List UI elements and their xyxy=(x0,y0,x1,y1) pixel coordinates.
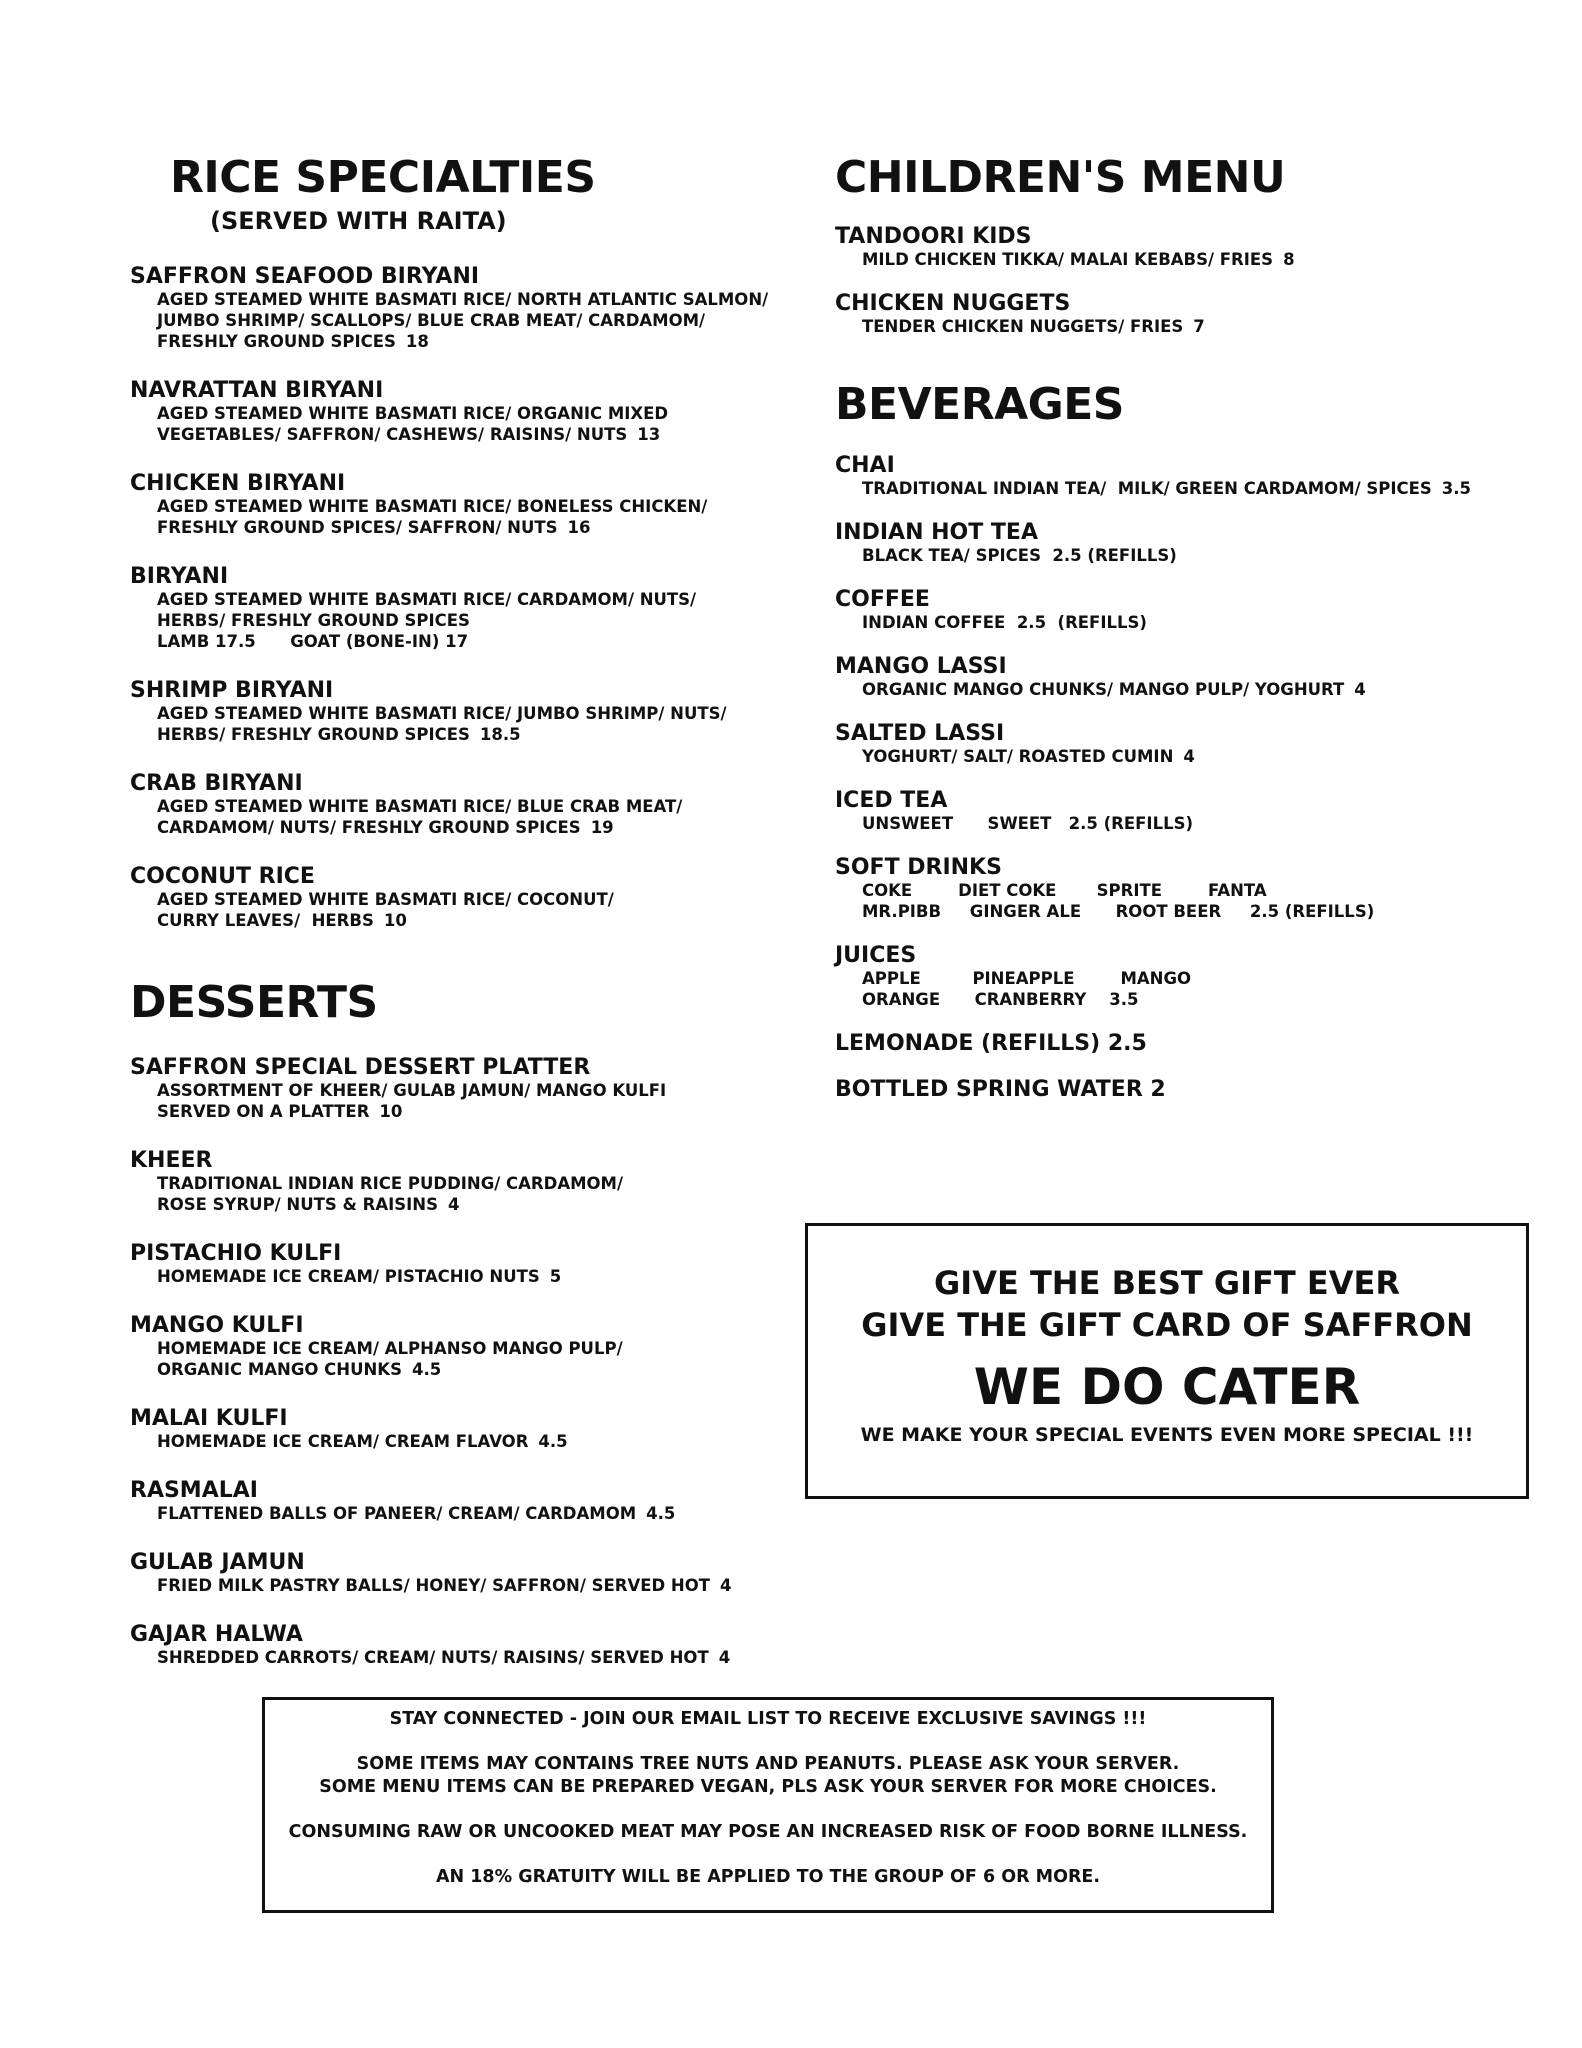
menu-item xyxy=(130,678,790,745)
menu-item-price: 8 xyxy=(1283,250,1295,269)
menu-item-description: HERBS/ FRESHLY GROUND SPICES 18.5 xyxy=(157,725,521,744)
menu-item-description: ORGANIC MANGO CHUNKS 4.5 xyxy=(157,1360,442,1379)
menu-item-description: FLATTENED BALLS OF PANEER/ CREAM/ CARDAMOM 4.5 xyxy=(157,1504,676,1523)
menu-item-name: KHEER xyxy=(130,1148,213,1173)
menu-item-description: VEGETABLES/ SAFFRON/ CASHEWS/ RAISINS/ NUTS 13 xyxy=(157,425,661,444)
gift-card-catering-box xyxy=(805,1223,1529,1499)
notice-box xyxy=(262,1697,1274,1913)
menu-item-description: TRADITIONAL INDIAN RICE PUDDING/ CARDAMOM/ xyxy=(157,1174,623,1193)
gift-line-1: GIVE THE BEST GIFT EVER xyxy=(934,1264,1400,1302)
nuts-allergy-notice: SOME ITEMS MAY CONTAINS TREE NUTS AND PEANUTS. PLEASE ASK YOUR SERVER. xyxy=(356,1754,1180,1774)
menu-item-name: SAFFRON SPECIAL DESSERT PLATTER xyxy=(130,1055,591,1080)
email-list-notice: STAY CONNECTED - JOIN OUR EMAIL LIST TO RECEIVE EXCLUSIVE SAVINGS !!! xyxy=(389,1709,1147,1729)
menu-item xyxy=(835,520,1535,566)
menu-item xyxy=(835,943,1535,1010)
menu-item-price: 4 xyxy=(720,1576,732,1595)
menu-item-description: ORGANIC MANGO CHUNKS/ MANGO PULP/ YOGHURT 4 xyxy=(862,680,1366,699)
menu-item xyxy=(835,291,1535,337)
menu-item-name: CHICKEN NUGGETS xyxy=(835,291,1071,316)
bottled-water-item: BOTTLED SPRING WATER 2 xyxy=(835,1077,1166,1102)
menu-item-description: AGED STEAMED WHITE BASMATI RICE/ COCONUT/ xyxy=(157,890,614,909)
menu-item-name: CRAB BIRYANI xyxy=(130,771,303,796)
menu-item-name: BIRYANI xyxy=(130,564,229,589)
menu-item-name: SALTED LASSI xyxy=(835,721,1005,746)
menu-item xyxy=(130,1550,790,1596)
menu-item-description: HOMEMADE ICE CREAM/ ALPHANSO MANGO PULP/ xyxy=(157,1339,623,1358)
menu-item xyxy=(130,1313,790,1380)
menu-item-price: 4.5 xyxy=(646,1504,676,1523)
menu-item-price: 4.5 xyxy=(411,1360,442,1379)
menu-item-name: SHRIMP BIRYANI xyxy=(130,678,334,703)
menu-item xyxy=(130,378,790,445)
menu-item xyxy=(130,1622,790,1668)
menu-item-price: 4 xyxy=(718,1648,731,1667)
menu-item xyxy=(130,1241,790,1287)
menu-item-name: JUICES xyxy=(835,943,917,968)
menu-item-price: 19 xyxy=(590,818,614,837)
menu-item-description: COKE DIET COKE SPRITE FANTA xyxy=(862,881,1267,900)
menu-item-name: COFFEE xyxy=(835,587,930,612)
menu-item-price: 7 xyxy=(1193,317,1205,336)
menu-item-description: AGED STEAMED WHITE BASMATI RICE/ CARDAMOM/ NUTS/ xyxy=(157,590,697,609)
menu-item-description: SHREDDED CARROTS/ CREAM/ NUTS/ RAISINS/ SERVED HOT 4 xyxy=(157,1648,731,1667)
menu-item-name: NAVRATTAN BIRYANI xyxy=(130,378,384,403)
menu-item-description: HOMEMADE ICE CREAM/ CREAM FLAVOR 4.5 xyxy=(157,1432,568,1451)
right-column xyxy=(835,150,1535,1123)
desserts-heading: DESSERTS xyxy=(130,977,378,1028)
menu-item-description: ORANGE CRANBERRY 3.5 xyxy=(862,990,1139,1009)
menu-item-description: AGED STEAMED WHITE BASMATI RICE/ BONELESS CHICKEN/ xyxy=(157,497,708,516)
menu-item-name: GULAB JAMUN xyxy=(130,1550,305,1575)
gratuity-notice: AN 18% GRATUITY WILL BE APPLIED TO THE GROUP OF 6 OR MORE. xyxy=(435,1867,1101,1887)
menu-item-name: RASMALAI xyxy=(130,1478,258,1503)
menu-item-price: 10 xyxy=(379,1102,403,1121)
menu-item-description: TRADITIONAL INDIAN TEA/ MILK/ GREEN CARDAMOM/ SPICES 3.5 xyxy=(862,479,1472,498)
menu-item-name: MALAI KULFI xyxy=(130,1406,288,1431)
menu-item-name: INDIAN HOT TEA xyxy=(835,520,1038,545)
menu-item-description: AGED STEAMED WHITE BASMATI RICE/ JUMBO SHRIMP/ NUTS/ xyxy=(157,704,727,723)
raw-meat-warning: CONSUMING RAW OR UNCOOKED MEAT MAY POSE AN INCREASED RISK OF FOOD BORNE ILLNESS. xyxy=(288,1822,1248,1842)
menu-item-description: JUMBO SHRIMP/ SCALLOPS/ BLUE CRAB MEAT/ CARDAMOM/ xyxy=(157,311,706,330)
menu-item-name: GAJAR HALWA xyxy=(130,1622,303,1647)
rice-specialties-heading: RICE SPECIALTIES xyxy=(170,152,596,203)
menu-item-price: 5 xyxy=(549,1267,562,1286)
lemonade-item: LEMONADE (REFILLS) 2.5 xyxy=(835,1031,1147,1056)
beverages-list xyxy=(835,453,1535,1010)
menu-item-price: 4.5 xyxy=(538,1432,568,1451)
menu-item xyxy=(130,471,790,538)
menu-item xyxy=(130,864,790,931)
menu-item xyxy=(130,564,790,652)
menu-item-price: 3.5 xyxy=(1441,479,1472,498)
menu-item-description: UNSWEET SWEET 2.5 (REFILLS) xyxy=(862,814,1194,833)
menu-item-price: 18 xyxy=(405,332,429,351)
desserts-list xyxy=(130,1055,790,1668)
menu-item-description: FRESHLY GROUND SPICES/ SAFFRON/ NUTS 16 xyxy=(157,518,591,537)
menu-item xyxy=(130,1478,790,1524)
menu-item-description: MR.PIBB GINGER ALE ROOT BEER 2.5 (REFILLS) xyxy=(862,902,1375,921)
menu-item-description: TENDER CHICKEN NUGGETS/ FRIES 7 xyxy=(862,317,1205,336)
menu-item-name: SAFFRON SEAFOOD BIRYANI xyxy=(130,264,480,289)
menu-item xyxy=(130,1055,790,1122)
menu-item-description: SERVED ON A PLATTER 10 xyxy=(157,1102,403,1121)
menu-item xyxy=(835,453,1535,499)
menu-item-name: SOFT DRINKS xyxy=(835,855,1002,880)
menu-item-price: 4 xyxy=(1354,680,1366,699)
menu-item xyxy=(835,721,1535,767)
gift-line-2: GIVE THE GIFT CARD OF SAFFRON xyxy=(861,1306,1473,1344)
left-column xyxy=(130,150,790,1694)
menu-item-description: FRESHLY GROUND SPICES 18 xyxy=(157,332,429,351)
menu-item-description: AGED STEAMED WHITE BASMATI RICE/ BLUE CRAB MEAT/ xyxy=(157,797,683,816)
menu-item-description: CURRY LEAVES/ HERBS 10 xyxy=(157,911,407,930)
menu-item-price: 18.5 xyxy=(479,725,521,744)
beverages-heading: BEVERAGES xyxy=(835,379,1124,430)
menu-item xyxy=(130,1148,790,1215)
menu-item-description: ROSE SYRUP/ NUTS & RAISINS 4 xyxy=(157,1195,460,1214)
menu-item-description: AGED STEAMED WHITE BASMATI RICE/ ORGANIC MIXED xyxy=(157,404,669,423)
childrens-menu-heading: CHILDREN'S MENU xyxy=(835,152,1286,203)
menu-item-description: FRIED MILK PASTRY BALLS/ HONEY/ SAFFRON/ SERVED HOT 4 xyxy=(157,1576,732,1595)
menu-item xyxy=(835,224,1535,270)
menu-item-price: 16 xyxy=(567,518,591,537)
menu-item xyxy=(130,264,790,352)
menu-item-description: INDIAN COFFEE 2.5 (REFILLS) xyxy=(862,613,1147,632)
childrens-menu-list xyxy=(835,224,1535,337)
menu-item-description: AGED STEAMED WHITE BASMATI RICE/ NORTH ATLANTIC SALMON/ xyxy=(157,290,769,309)
menu-item xyxy=(835,788,1535,834)
menu-item-description: CARDAMOM/ NUTS/ FRESHLY GROUND SPICES 19 xyxy=(157,818,614,837)
menu-item-name: CHAI xyxy=(835,453,895,478)
menu-item-price: 10 xyxy=(383,911,407,930)
menu-item-price: 4 xyxy=(1183,747,1195,766)
catering-tagline: WE MAKE YOUR SPECIAL EVENTS EVEN MORE SPECIAL !!! xyxy=(860,1424,1474,1446)
menu-item-price: 4 xyxy=(447,1195,460,1214)
menu-item xyxy=(130,771,790,838)
menu-item-name: ICED TEA xyxy=(835,788,948,813)
menu-item-description: HERBS/ FRESHLY GROUND SPICES xyxy=(157,611,470,630)
menu-item-description: HOMEMADE ICE CREAM/ PISTACHIO NUTS 5 xyxy=(157,1267,562,1286)
menu-item-description: BLACK TEA/ SPICES 2.5 (REFILLS) xyxy=(862,546,1177,565)
menu-item-description: YOGHURT/ SALT/ ROASTED CUMIN 4 xyxy=(862,747,1195,766)
rice-specialties-list xyxy=(130,264,790,931)
menu-item-name: MANGO LASSI xyxy=(835,654,1007,679)
menu-item-name: PISTACHIO KULFI xyxy=(130,1241,342,1266)
menu-item-description: LAMB 17.5 GOAT (BONE-IN) 17 xyxy=(157,632,469,651)
menu-item xyxy=(835,855,1535,922)
menu-item xyxy=(130,1406,790,1452)
menu-item-name: CHICKEN BIRYANI xyxy=(130,471,346,496)
vegan-notice: SOME MENU ITEMS CAN BE PREPARED VEGAN, PLS ASK YOUR SERVER FOR MORE CHOICES. xyxy=(319,1777,1217,1797)
menu-item-name: MANGO KULFI xyxy=(130,1313,304,1338)
rice-specialties-subheading: (SERVED WITH RAITA) xyxy=(210,207,507,235)
menu-item xyxy=(835,587,1535,633)
menu-item xyxy=(835,654,1535,700)
menu-item-description: ASSORTMENT OF KHEER/ GULAB JAMUN/ MANGO KULFI xyxy=(157,1081,667,1100)
menu-item-name: COCONUT RICE xyxy=(130,864,315,889)
menu-item-description: MILD CHICKEN TIKKA/ MALAI KEBABS/ FRIES 8 xyxy=(862,250,1295,269)
catering-heading: WE DO CATER xyxy=(973,1358,1361,1416)
menu-item-description: APPLE PINEAPPLE MANGO xyxy=(862,969,1192,988)
menu-item-name: TANDOORI KIDS xyxy=(835,224,1032,249)
menu-item-price: 13 xyxy=(637,425,661,444)
